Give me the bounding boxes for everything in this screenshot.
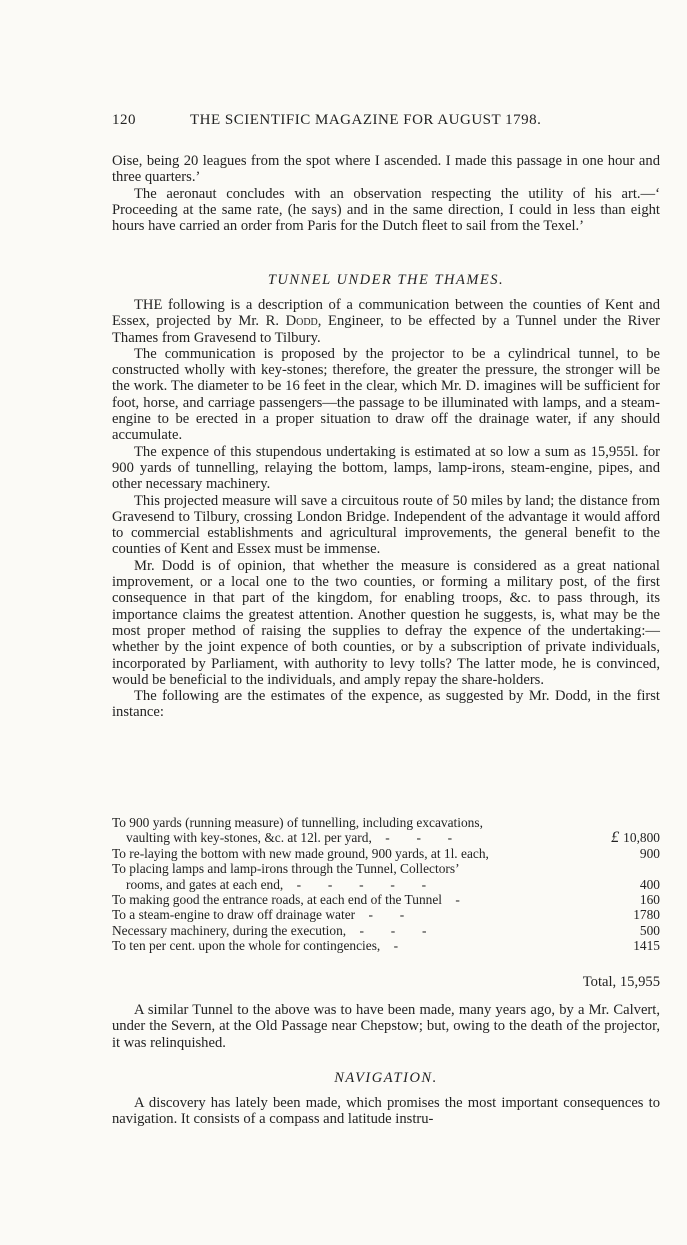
tunnel-paragraph-3: The expence of this stupendous undertaking is estimated at so low a sum as 15,955l. for 900 yards of tunnelling, relaying the bottom, lamps, lamp-irons, steam-engine, pipes, and other necessary machinery. [112,443,660,493]
estimate-amount: 1780 [633,907,660,923]
section-heading-tunnel: TUNNEL UNDER THE THAMES. [267,272,505,288]
estimate-row-continuation [112,830,660,845]
tunnel-paragraph-4: This projected measure will save a circuitous route of 50 miles by land; the distance from Gravesend to Tilbury, crossing London Bridge. Independent of the advantage it would afford to commercial establishments and agricultural improvements, the general benefit to the counties of Kent and Essex must be immense. [112,492,660,558]
estimate-amount: £ 10,800 [611,829,660,847]
estimate-item-line-1: To 900 yards (running measure) of tunnelling, including excavations, [112,815,483,830]
tunnel-paragraph-1-text-end: , Engineer, to be effected by a Tunnel under the River Thames from Gravesend to Tilbury. [112,313,660,346]
total-label: Total, [582,974,617,990]
estimate-item-line-1: To making good the entrance roads, at each end of the Tunnel - [112,892,460,908]
estimate-row [112,923,660,938]
estimate-amount [611,861,660,876]
engineer-name: Dodd [285,313,318,330]
tunnel-paragraph-6: The following are the estimates of the expence, as suggested by Mr. Dodd, in the first instance: [112,688,660,721]
navigation-section [112,1070,660,1128]
severn-paragraph: A similar Tunnel to the above was to have been made, many years ago, by a Mr. Calvert, under the Severn, at the Old Passage near Chepstow; but, owing to the death of the projector, it was relinquished. [112,1002,660,1051]
pound-sign: £ [611,829,620,847]
tunnel-paragraph-1-text: THE following is a description of a communication between the counties of Kent and Essex, projected by Mr. R. [112,297,660,330]
intro-section [112,153,660,234]
estimate-amount: 400 [639,876,660,892]
estimate-item-line-1: To a steam-engine to draw off drainage water - - [112,907,405,923]
estimate-amount [611,815,660,830]
tunnel-paragraph-1 [112,297,660,346]
estimate-row [112,846,660,861]
estimate-row [112,938,660,953]
section-heading-navigation: NAVIGATION. [334,1070,438,1086]
running-title: THE SCIENTIFIC MAGAZINE FOR AUGUST 1798. [190,112,542,128]
estimates-total [112,974,660,991]
estimate-row-continuation [112,877,660,892]
intro-paragraph-2: The aeronaut concludes with an observation respecting the utility of his art.—‘ Proceeding at the same rate, (he says) and in the same direction, I could in less than eight hours have carried an order from Paris for the Dutch fleet to sail from the Texel.’ [112,185,660,235]
tunnel-paragraph-5: Mr. Dodd is of opinion, that whether the measure is considered as a great national improvement, or a local one to the two counties, or forming a military post, of the first consequence in that part of the kingdom, for enabling troops, &c. to pass through, its importance claims the greatest attention. Another question he suggests, is, what may be the most proper method of raising the supplies to defray the expence of the undertaking:—whether by the joint expence of both counties, or by a subscription of private individuals, incorporated by Parliament, with authority to levy tolls? The latter mode, he is convinced, would be beneficial to the individuals, and amply repay the share-holders. [112,557,660,688]
tunnel-section [112,272,660,721]
navigation-paragraph: A discovery has lately been made, which promises the most important consequences to navigation. It consists of a compass and latitude instru- [112,1095,660,1128]
estimate-row [112,892,660,907]
estimate-amount: 1415 [633,938,660,954]
estimate-amount: 500 [639,922,660,938]
estimates-table [112,815,660,954]
estimate-item-line-2: vaulting with key-stones, &c. at 12l. per yard, - - - [126,830,453,846]
estimates-table-wrapper [112,815,660,954]
estimate-item-line-1: To re-laying the bottom with new made ground, 900 yards, at 1l. each, [112,845,489,861]
intro-paragraph-1: Oise, being 20 leagues from the spot where I ascended. I made this passage in one hour and three quarters.’ [112,153,660,186]
estimate-row [112,861,660,876]
total-value: 15,955 [619,974,660,990]
estimate-amount: 900 [639,845,660,861]
estimate-item-line-1: Necessary machinery, during the execution, - - - [112,922,427,938]
severn-section [112,1002,660,1051]
estimate-row [112,815,660,830]
page-number: 120 [112,112,136,128]
estimate-row [112,907,660,922]
estimate-item-line-1: To ten per cent. upon the whole for contingencies, - [112,938,399,954]
estimate-item-line-1: To placing lamps and lamp-irons through the Tunnel, Collectors’ [112,861,460,877]
tunnel-paragraph-2: The communication is proposed by the projector to be a cylindrical tunnel, to be constructed wholly with key-stones; therefore, the greater the pressure, the stronger will be the work. The diameter to be 16 feet in the clear, which Mr. D. imagines will be sufficient for foot, horse, and carriage passengers—the passage to be illuminated with lamps, and a steam-engine to be erected in a proper situation to draw off the drainage water, if any should accumulate. [112,345,660,444]
estimate-item-line-2: rooms, and gates at each end, - - - - - [126,876,427,892]
estimate-amount: 160 [639,892,660,908]
